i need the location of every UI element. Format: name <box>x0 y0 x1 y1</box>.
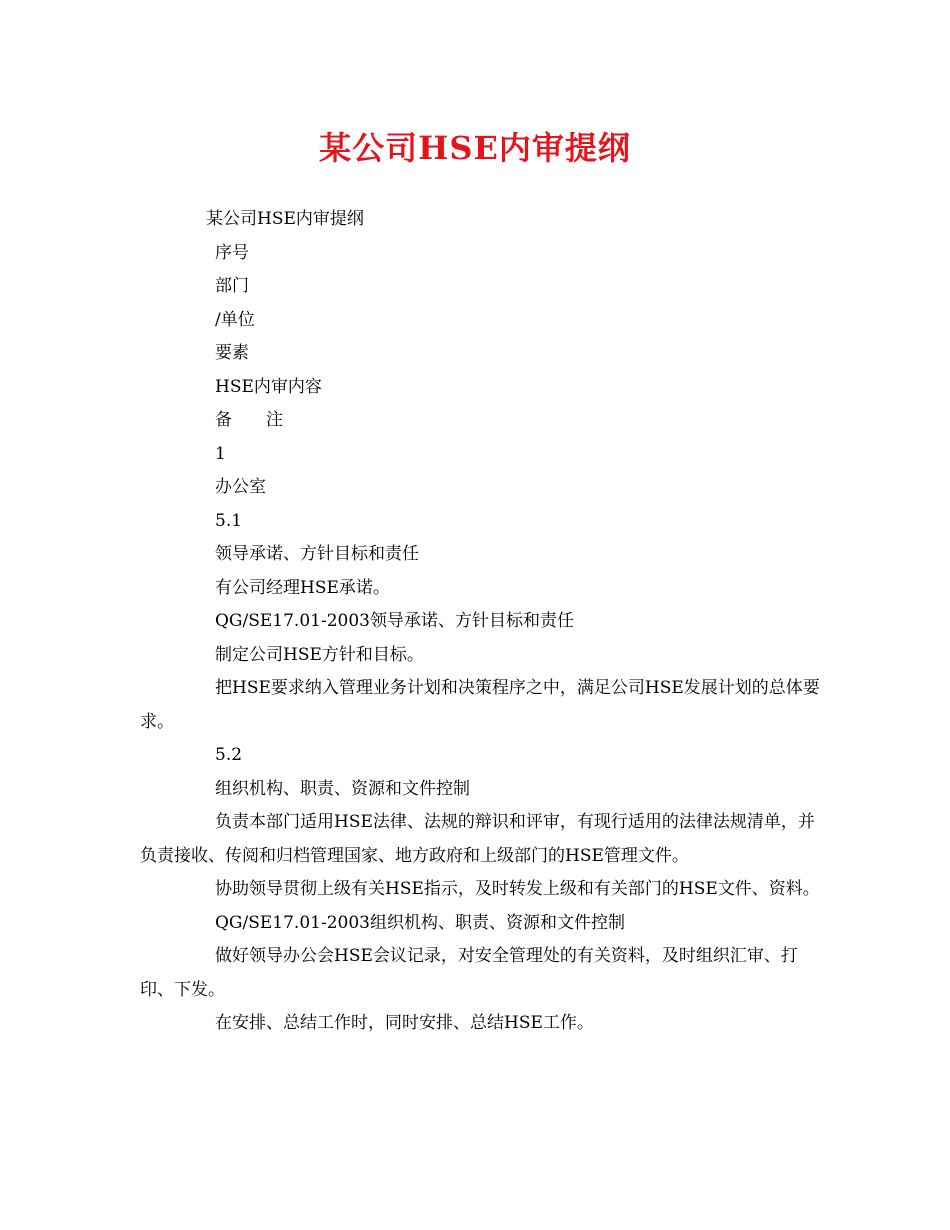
paragraph: 在安排、总结工作时，同时安排、总结HSE工作。 <box>215 1013 594 1033</box>
paragraph: HSE内审内容 <box>215 376 322 397</box>
paragraph: 组织机构、职责、资源和文件控制 <box>215 778 470 799</box>
paragraph: QG/SE17.01-2003组织机构、职责、资源和文件控制 <box>215 912 625 933</box>
paragraph: 有公司经理HSE承诺。 <box>215 577 390 598</box>
paragraph: 1 <box>215 443 226 464</box>
document-body <box>140 203 830 1041</box>
document-title: 某公司HSE内审提纲 <box>319 129 631 167</box>
paragraph: 要素 <box>215 343 249 363</box>
paragraph: 领导承诺、方针目标和责任 <box>215 544 419 564</box>
paragraph: 序号 <box>215 242 249 263</box>
paragraph: 负责本部门适用HSE法律、法规的辩识和评审，有现行适用的法律法规清单，并负责接收、传阅和归档管理国家、地方政府和上级部门的HSE管理文件。 <box>140 812 815 866</box>
paragraph: 备 注 <box>215 410 283 430</box>
paragraph: 协助领导贯彻上级有关HSE指示，及时转发上级和有关部门的HSE文件、资料。 <box>215 879 820 899</box>
paragraph: 制定公司HSE方针和目标。 <box>215 644 424 665</box>
paragraph: 做好领导办公会HSE会议记录，对安全管理处的有关资料，及时组织汇审、打印、下发。 <box>140 946 798 1000</box>
paragraph: 5.1 <box>215 510 243 531</box>
paragraph: 办公室 <box>215 477 266 497</box>
paragraph: QG/SE17.01-2003领导承诺、方针目标和责任 <box>215 611 574 631</box>
paragraph-subtitle: 某公司HSE内审提纲 <box>206 209 364 229</box>
paragraph: 5.2 <box>215 745 243 765</box>
paragraph: /单位 <box>215 309 255 330</box>
paragraph: 部门 <box>215 276 249 296</box>
paragraph: 把HSE要求纳入管理业务计划和决策程序之中，满足公司HSE发展计划的总体要求。 <box>140 678 820 732</box>
